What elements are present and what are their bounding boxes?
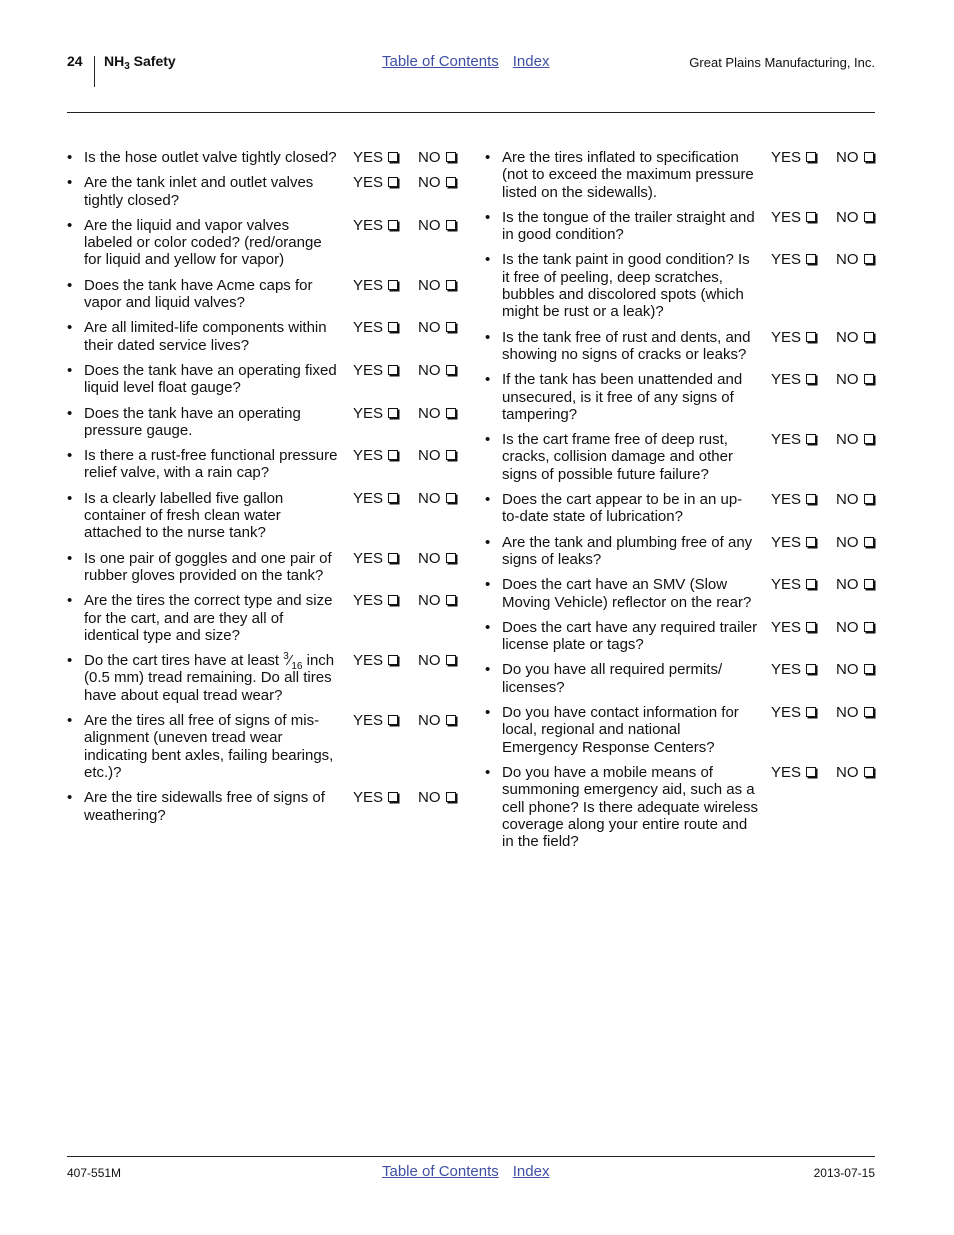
checklist-question: Are the liquid and vapor valves labeled or color coded? (red/orange for liquid and yellow for vapor) (84, 216, 322, 269)
checklist-item (485, 251, 880, 320)
no-checkbox[interactable] (836, 371, 874, 388)
no-label: NO (418, 149, 441, 166)
bullet-icon: • (67, 216, 73, 234)
checkbox-icon[interactable] (388, 365, 398, 375)
yes-label: YES (353, 489, 384, 507)
no-checkbox[interactable] (836, 431, 874, 448)
yes-checkbox[interactable] (771, 704, 816, 721)
page-footer (67, 1156, 875, 1187)
no-checkbox[interactable] (418, 592, 456, 609)
no-checkbox[interactable] (418, 652, 456, 669)
checkbox-icon[interactable] (388, 322, 398, 332)
checkbox-icon[interactable] (864, 579, 874, 589)
checklist-question: Are the tires all free of signs of mis-alignment (uneven tread wear indicating bent axles, failing bearings, etc.)? (84, 712, 334, 781)
bullet-icon: • (485, 371, 491, 389)
checkbox-icon[interactable] (806, 664, 816, 674)
no-checkbox[interactable] (836, 491, 874, 508)
checkbox-icon[interactable] (864, 664, 874, 674)
checklist-item (485, 329, 880, 364)
checklist-question: Are the tires the correct type and size for the cart, and are they all of identical type and size? (84, 592, 333, 644)
bullet-icon: • (485, 491, 491, 509)
yes-checkbox[interactable] (353, 712, 398, 729)
checkbox-icon[interactable] (388, 655, 398, 665)
checkbox-icon[interactable] (864, 374, 874, 384)
checklist-question: Do the cart tires have at least $^3⁄_{16}$ inch (0.5 mm) tread remaining. Do all tires have about equal tread wear? (84, 651, 335, 704)
bullet-icon: • (485, 576, 491, 594)
yes-checkbox[interactable] (771, 371, 816, 388)
yes-label: YES (771, 149, 802, 166)
header-divider (94, 56, 95, 87)
checklist-question: Is there a rust-free functional pressure relief valve, with a rain cap? (84, 447, 338, 482)
no-label: NO (836, 208, 859, 226)
checklist-question: If the tank has been unattended and unsecured, is it free of any signs of tampering? (502, 371, 743, 423)
yes-checkbox[interactable] (771, 619, 816, 636)
checkbox-icon[interactable] (806, 494, 816, 504)
toc-link[interactable]: Table of Contents (382, 1163, 499, 1180)
checkbox-icon[interactable] (388, 450, 398, 460)
checkbox-icon[interactable] (388, 152, 398, 162)
no-label: NO (418, 174, 441, 192)
checklist-item (67, 490, 467, 542)
checkbox-icon[interactable] (806, 434, 816, 444)
bullet-icon: • (485, 208, 491, 226)
checklist-question: Are all limited-life components within their dated service lives? (84, 319, 327, 354)
checklist-item (485, 619, 880, 654)
checkbox-icon[interactable] (864, 254, 874, 264)
yes-label: YES (353, 216, 384, 234)
checkbox-icon[interactable] (864, 537, 874, 547)
checklist-item (485, 149, 880, 201)
no-label: NO (418, 489, 441, 507)
yes-label: YES (771, 208, 802, 226)
yes-label: YES (353, 276, 384, 294)
left-checklist (67, 149, 467, 832)
checkbox-icon[interactable] (864, 622, 874, 632)
footer-nav (382, 1163, 563, 1180)
checklist-item (67, 405, 467, 440)
no-checkbox[interactable] (418, 217, 456, 234)
checkbox-icon[interactable] (864, 494, 874, 504)
no-checkbox[interactable] (418, 550, 456, 567)
checkbox-icon[interactable] (446, 715, 456, 725)
checklist-item (485, 431, 880, 483)
yes-label: YES (353, 652, 384, 670)
bullet-icon: • (67, 489, 73, 507)
page-number: 24 (67, 53, 83, 69)
checklist-item (67, 447, 467, 482)
no-checkbox[interactable] (418, 490, 456, 507)
checkbox-icon[interactable] (864, 332, 874, 342)
yes-checkbox[interactable] (353, 405, 398, 422)
bullet-icon: • (67, 276, 73, 294)
checklist-item (67, 652, 467, 704)
checkbox-icon[interactable] (388, 553, 398, 563)
no-checkbox[interactable] (418, 789, 456, 806)
bullet-icon: • (67, 549, 73, 567)
checkbox-icon[interactable] (864, 434, 874, 444)
yes-label: YES (353, 549, 384, 567)
no-checkbox[interactable] (836, 149, 874, 166)
bullet-icon: • (67, 592, 73, 610)
yes-checkbox[interactable] (353, 277, 398, 294)
yes-label: YES (353, 592, 384, 610)
header-nav (382, 53, 563, 70)
yes-checkbox[interactable] (353, 550, 398, 567)
checkbox-icon[interactable] (388, 493, 398, 503)
yes-label: YES (771, 704, 802, 722)
yes-checkbox[interactable] (771, 251, 816, 268)
no-label: NO (418, 652, 441, 670)
checkbox-icon[interactable] (446, 493, 456, 503)
no-label: NO (418, 404, 441, 422)
checkbox-icon[interactable] (806, 332, 816, 342)
no-checkbox[interactable] (836, 764, 874, 781)
checkbox-icon[interactable] (446, 280, 456, 290)
checkbox-icon[interactable] (806, 767, 816, 777)
yes-label: YES (771, 763, 802, 781)
no-label: NO (418, 361, 441, 379)
checkbox-icon[interactable] (806, 212, 816, 222)
checklist-question: Does the cart have any required trailer license plate or tags? (502, 618, 758, 654)
checkbox-icon[interactable] (446, 322, 456, 332)
checkbox-icon[interactable] (446, 220, 456, 230)
no-checkbox[interactable] (418, 362, 456, 379)
index-link[interactable]: Index (512, 53, 550, 70)
checkbox-icon[interactable] (806, 152, 816, 162)
yes-checkbox[interactable] (771, 534, 816, 551)
yes-label: YES (353, 789, 384, 807)
checkbox-icon[interactable] (806, 579, 816, 589)
no-label: NO (836, 431, 859, 449)
no-checkbox[interactable] (418, 405, 456, 422)
no-label: NO (836, 661, 859, 679)
yes-checkbox[interactable] (353, 174, 398, 191)
no-checkbox[interactable] (836, 661, 874, 678)
no-checkbox[interactable] (836, 704, 874, 721)
yes-label: YES (771, 661, 802, 679)
bullet-icon: • (485, 661, 491, 679)
checkbox-icon[interactable] (388, 280, 398, 290)
no-checkbox[interactable] (418, 712, 456, 729)
yes-checkbox[interactable] (353, 149, 398, 166)
no-label: NO (836, 533, 859, 551)
yes-label: YES (771, 431, 802, 449)
yes-checkbox[interactable] (353, 652, 398, 669)
checklist-item (67, 550, 467, 585)
checklist-question: Do you have contact information for local, regional and national Emergency Response Centers? (502, 704, 739, 756)
checklist-question: Is the tongue of the trailer straight and in good condition? (502, 208, 755, 244)
checkbox-icon[interactable] (864, 767, 874, 777)
checkbox-icon[interactable] (864, 212, 874, 222)
index-link[interactable]: Index (512, 1163, 550, 1180)
no-label: NO (836, 491, 859, 509)
checklist-item (485, 764, 880, 850)
no-label: NO (418, 712, 441, 730)
yes-checkbox[interactable] (771, 149, 816, 166)
checklist-item (485, 576, 880, 611)
no-label: NO (418, 549, 441, 567)
checklist-question: Is a clearly labelled five gallon container of fresh clean water attached to the nurse tank? (84, 489, 284, 542)
checklist-item (485, 534, 880, 569)
yes-checkbox[interactable] (353, 217, 398, 234)
bullet-icon: • (67, 404, 73, 422)
no-checkbox[interactable] (836, 329, 874, 346)
yes-label: YES (353, 174, 384, 192)
no-label: NO (836, 251, 859, 269)
checkbox-icon[interactable] (388, 408, 398, 418)
yes-label: YES (353, 319, 384, 337)
checklist-item (67, 712, 467, 781)
yes-checkbox[interactable] (771, 329, 816, 346)
checklist-question: Is the tank free of rust and dents, and showing no signs of cracks or leaks? (502, 328, 751, 363)
no-checkbox[interactable] (836, 534, 874, 551)
checkbox-icon[interactable] (446, 152, 456, 162)
checkbox-icon[interactable] (864, 707, 874, 717)
checklist-question: Does the cart appear to be in an up-to-date state of lubrication? (502, 491, 743, 526)
checklist-item (67, 362, 467, 397)
checkbox-icon[interactable] (388, 792, 398, 802)
no-checkbox[interactable] (418, 447, 456, 464)
no-label: NO (836, 328, 859, 346)
section-title: $NH_3$ Safety (104, 53, 176, 72)
checklist-question: Do you have a mobile means of summoning emergency aid, such as a cell phone? Is there adequate wireless coverage along your entire route and in the field? (502, 763, 758, 851)
no-checkbox[interactable] (418, 277, 456, 294)
checkbox-icon[interactable] (388, 220, 398, 230)
checklist-question: Are the tires inflated to specification (not to exceed the maximum pressure listed on the sidewalls). (502, 149, 754, 201)
no-label: NO (418, 789, 441, 807)
yes-checkbox[interactable] (353, 592, 398, 609)
bullet-icon: • (67, 712, 73, 730)
bullet-icon: • (67, 319, 73, 337)
yes-label: YES (771, 371, 802, 389)
checklist-item (67, 319, 467, 354)
no-label: NO (836, 576, 859, 594)
checkbox-icon[interactable] (446, 408, 456, 418)
checklist-item (67, 174, 467, 209)
no-checkbox[interactable] (836, 619, 874, 636)
no-checkbox[interactable] (836, 251, 874, 268)
checklist-item (67, 149, 467, 166)
yes-label: YES (771, 576, 802, 594)
checkbox-icon[interactable] (806, 622, 816, 632)
yes-label: YES (353, 149, 384, 166)
yes-checkbox[interactable] (353, 362, 398, 379)
checklist-question: Does the tank have an operating fixed liquid level float gauge? (84, 361, 337, 397)
checkbox-icon[interactable] (446, 177, 456, 187)
checklist-question: Is the hose outlet valve tightly closed? (84, 149, 337, 166)
checkbox-icon[interactable] (864, 152, 874, 162)
checklist-item (485, 704, 880, 756)
yes-checkbox[interactable] (353, 490, 398, 507)
no-label: NO (836, 763, 859, 781)
checklist-question: Does the cart have an SMV (Slow Moving Vehicle) reflector on the rear? (502, 576, 752, 611)
yes-label: YES (353, 712, 384, 730)
no-checkbox[interactable] (418, 174, 456, 191)
bullet-icon: • (485, 251, 491, 269)
checkbox-icon[interactable] (388, 595, 398, 605)
yes-checkbox[interactable] (353, 789, 398, 806)
no-label: NO (418, 592, 441, 610)
yes-checkbox[interactable] (771, 491, 816, 508)
checklist-question: Is the cart frame free of deep rust, cracks, collision damage and other signs of possible future failure? (502, 431, 733, 483)
checkbox-icon[interactable] (446, 365, 456, 375)
checkbox-icon[interactable] (446, 553, 456, 563)
checklist-question: Is one pair of goggles and one pair of rubber gloves provided on the tank? (84, 549, 332, 584)
bullet-icon: • (485, 431, 491, 449)
bullet-icon: • (67, 361, 73, 379)
yes-checkbox[interactable] (771, 431, 816, 448)
checklist-item (67, 277, 467, 312)
company-name: Great Plains Manufacturing, Inc. (689, 55, 875, 70)
page-header (67, 52, 875, 113)
bullet-icon: • (67, 149, 73, 166)
revision-date: 2013-07-15 (813, 1166, 875, 1180)
yes-label: YES (353, 447, 384, 465)
toc-link[interactable]: Table of Contents (382, 53, 499, 70)
checkbox-icon[interactable] (388, 715, 398, 725)
checklist-item (485, 661, 880, 696)
yes-label: YES (771, 491, 802, 509)
checkbox-icon[interactable] (806, 254, 816, 264)
bullet-icon: • (485, 704, 491, 722)
checkbox-icon[interactable] (806, 537, 816, 547)
checklist-item (485, 491, 880, 526)
no-label: NO (836, 149, 859, 166)
right-checklist (485, 149, 880, 858)
document-id: 407-551M (67, 1166, 122, 1180)
bullet-icon: • (67, 652, 73, 670)
bullet-icon: • (485, 763, 491, 781)
checkbox-icon[interactable] (806, 707, 816, 717)
checklist-question: Are the tire sidewalls free of signs of weathering? (84, 789, 325, 824)
no-label: NO (418, 447, 441, 465)
bullet-icon: • (485, 618, 491, 636)
no-label: NO (418, 276, 441, 294)
no-checkbox[interactable] (418, 149, 456, 166)
no-label: NO (418, 319, 441, 337)
checkbox-icon[interactable] (388, 177, 398, 187)
yes-label: YES (353, 404, 384, 422)
yes-checkbox[interactable] (771, 209, 816, 226)
yes-label: YES (771, 328, 802, 346)
no-label: NO (418, 216, 441, 234)
checklist-item (67, 789, 467, 824)
no-label: NO (836, 371, 859, 389)
checkbox-icon[interactable] (446, 792, 456, 802)
checklist-question: Does the tank have an operating pressure gauge. (84, 404, 301, 439)
checkbox-icon[interactable] (806, 374, 816, 384)
no-checkbox[interactable] (836, 576, 874, 593)
checkbox-icon[interactable] (446, 450, 456, 460)
bullet-icon: • (485, 328, 491, 346)
checklist-question: Do you have all required permits/ licenses? (502, 661, 723, 696)
yes-label: YES (771, 533, 802, 551)
yes-checkbox[interactable] (353, 447, 398, 464)
checklist-question: Is the tank paint in good condition? Is it free of peeling, deep scratches, bubbles and discolored spots (which might be rust or a leak)? (502, 251, 750, 321)
checklist-item (485, 209, 880, 244)
checklist-item (485, 371, 880, 423)
checklist-item (67, 592, 467, 644)
no-checkbox[interactable] (836, 209, 874, 226)
bullet-icon: • (67, 447, 73, 465)
bullet-icon: • (67, 174, 73, 192)
checklist-question: Are the tank and plumbing free of any signs of leaks? (502, 533, 753, 568)
bullet-icon: • (485, 149, 491, 166)
checkbox-icon[interactable] (446, 655, 456, 665)
no-label: NO (836, 704, 859, 722)
yes-checkbox[interactable] (771, 576, 816, 593)
checkbox-icon[interactable] (446, 595, 456, 605)
bullet-icon: • (485, 533, 491, 551)
yes-checkbox[interactable] (771, 764, 816, 781)
checklist-question: Are the tank inlet and outlet valves tightly closed? (84, 174, 314, 209)
yes-checkbox[interactable] (771, 661, 816, 678)
checklist-question: Does the tank have Acme caps for vapor and liquid valves? (84, 276, 313, 312)
yes-label: YES (771, 618, 802, 636)
checklist-item (67, 217, 467, 269)
no-checkbox[interactable] (418, 319, 456, 336)
yes-checkbox[interactable] (353, 319, 398, 336)
bullet-icon: • (67, 789, 73, 807)
yes-label: YES (353, 361, 384, 379)
no-label: NO (836, 618, 859, 636)
yes-label: YES (771, 251, 802, 269)
